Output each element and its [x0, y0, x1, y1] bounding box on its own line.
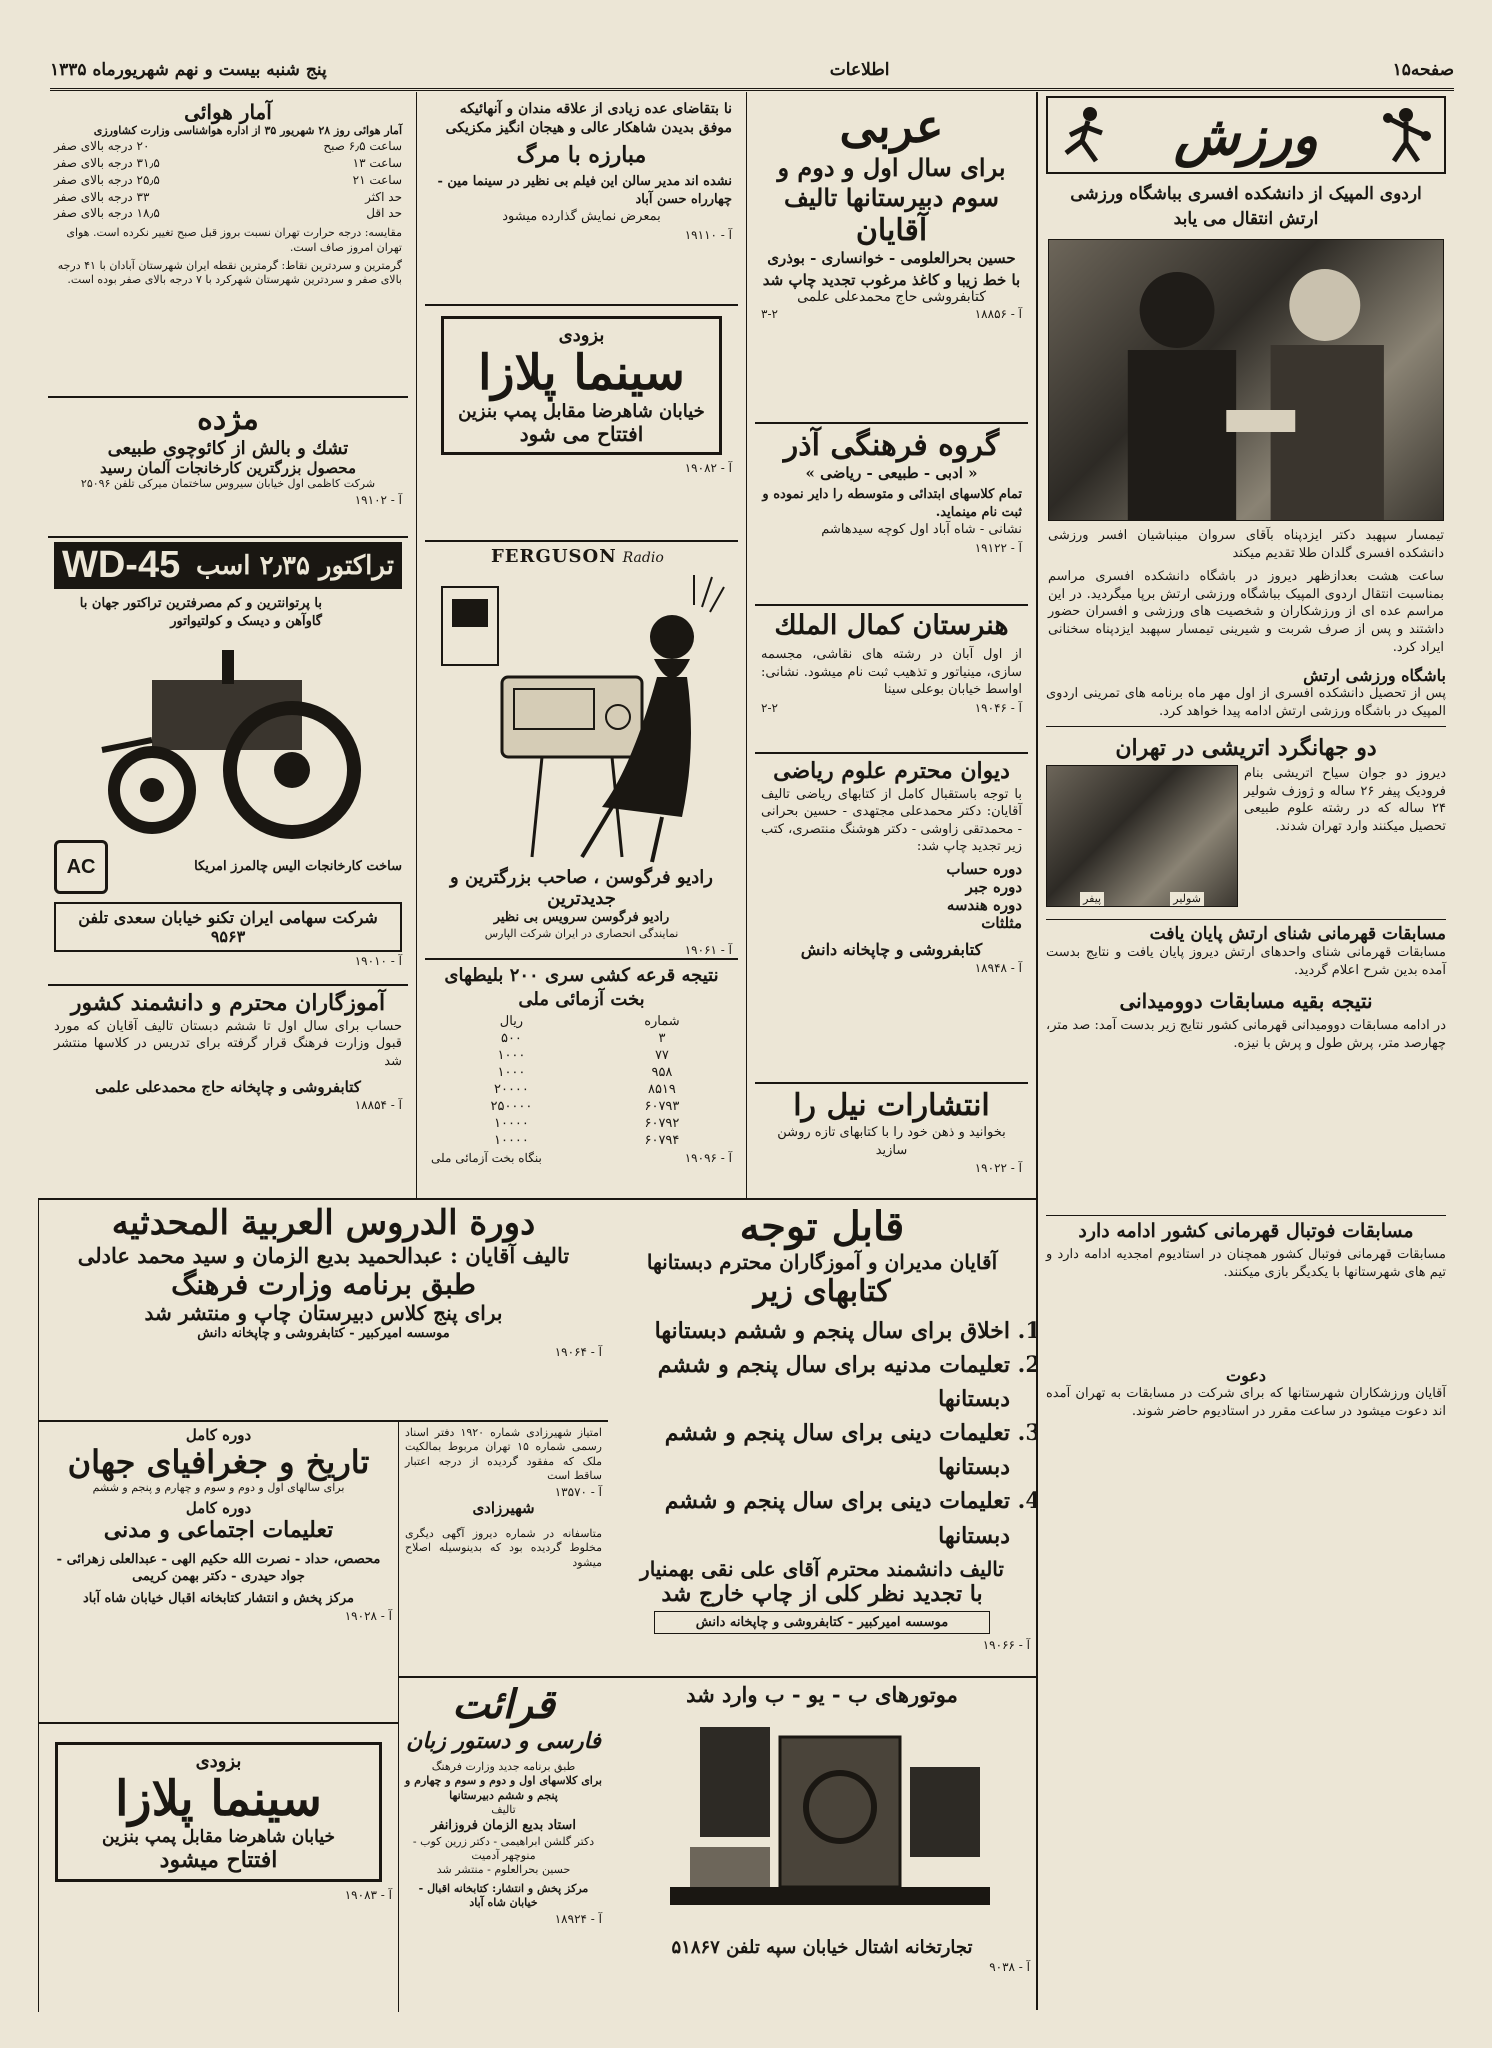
ferguson-slogan: رادیو فرگوسن ، صاحب بزرگترین و جدیدترین: [450, 867, 713, 909]
weather-intro: آمار هوائی روز ۲۸ شهریور ۳۵ از اداره هواشناسی وزارت کشاورزی: [93, 124, 402, 137]
ref-number: آ - ۱۸۹۲۴: [554, 1912, 602, 1927]
history-authors: محصص، حداد - نصرت الله حکیم الهی - عبدالعلی زهرائی - جواد حیدری - دکتر بهمن کریمی: [56, 1551, 381, 1585]
lottery-col-amount: ریال: [499, 1013, 524, 1029]
azar-ad: [755, 424, 1028, 606]
football-heading: مسابقات فوتبال قهرمانی کشور ادامه دارد: [1046, 1215, 1446, 1242]
lottery-title: نتیجه قرعه کشی سری ۲۰۰ بلیطهای بخت آزمائی ملی: [444, 965, 719, 1011]
football-text: مسابقات قهرمانی فوتبال کشور همچنان در استادیوم امجدیه ادامه دارد و تیم های شهرستانها با یکدیگر بازی میکنند.: [1046, 1247, 1446, 1280]
plaza-ad-1: [425, 306, 738, 542]
plaza-frame-2: [55, 1742, 382, 1882]
teachers-ad: [48, 986, 408, 1186]
arabic-authors: حسین بحرالعلومی - خوانساری - بوذری: [767, 248, 1016, 267]
invite-text: آقایان ورزشکاران شهرستانها که برای شرکت در مسابقات به تهران آمده اند دعوت میشود در ساعت مقرر در استادیوم حاضر شوند.: [1046, 1386, 1446, 1419]
arabic-title: عربی: [839, 99, 944, 153]
table-row: [431, 1115, 732, 1132]
nilra-text: بخوانید و ذهن خود را با کتابهای تازه روشن سازید: [777, 1125, 1006, 1158]
ref-number: آ - ۱۹۰۸۳: [344, 1888, 392, 1903]
mojdeh-line-3: شرکت کاظمی اول خیابان سیروس ساختمان میرکی تلفن ۲۵۰۹۶: [80, 477, 376, 490]
shahrzadi-name: شهیرزادی: [472, 1499, 535, 1518]
table-row: [431, 1132, 732, 1149]
weather-temp: ۳۱٫۵ درجه بالای صفر: [54, 156, 160, 171]
lottery-ref: [431, 1151, 732, 1165]
lottery-table: [431, 1013, 732, 1149]
ref-number: آ - ۱۹۰۲۸: [344, 1609, 392, 1624]
plaza-ad-2: [38, 1724, 398, 2012]
lottery-amount: ۱۰۰۰۰: [493, 1115, 529, 1131]
weather-time: حد اکثر: [365, 189, 402, 204]
ref-code: ۲-۲: [761, 701, 778, 716]
motors-dealer: تجارتخانه اشتال خیابان سپه تلفن ۵۱۸۶۷: [671, 1937, 973, 1958]
weather-time: ساعت ۲۱: [352, 172, 402, 187]
plaza2-soon: بزودی: [195, 1751, 242, 1772]
kamal-text: از اول آبان در رشته های نقاشی، مجسمه سازی، مینیاتور و تذهیب ثبت نام میشود. نشانی: اواسط خیابان بوعلی سینا: [761, 647, 1022, 698]
weather-list: [54, 138, 402, 222]
austria-heading: دو جهانگرد اتریشی در تهران: [1115, 735, 1377, 762]
history-label: دوره کامل: [185, 1426, 252, 1444]
qiraat-center: مرکز پخش و انتشار: کتابخانه اقبال - خیابان شاه آباد: [418, 1881, 589, 1909]
azar-sub: « ادبی - طبیعی - ریاضی »: [805, 464, 978, 482]
club-heading: باشگاه ورزشی ارتش: [1303, 666, 1446, 686]
weather-note: مقایسه: درجه حرارت تهران نسبت بروز قبل صبح تغییر نکرده است. هوای تهران امروز صاف است.: [66, 226, 402, 254]
lottery-header-row: [431, 1013, 732, 1030]
list-item: [54, 172, 402, 189]
boxer-icon: [1376, 105, 1436, 165]
weather-temp: ۲۵٫۵ درجه بالای صفر: [54, 172, 160, 187]
nilra-title: انتشارات نیل را: [793, 1088, 990, 1123]
arabic-lessons-classes: برای پنج کلاس دبیرستان چاپ و منتشر شد: [144, 1301, 503, 1326]
invite-heading: دعوت: [1226, 1366, 1266, 1386]
ref-number: آ - ۱۹۰۸۲: [684, 461, 732, 476]
mojdeh-ref: [54, 493, 402, 507]
tractor-header: [54, 542, 402, 589]
weather-time: حد اقل: [366, 206, 402, 221]
plaza2-ref: [45, 1888, 392, 1902]
ref-code: ۳-۲: [761, 306, 778, 321]
attention-author: تالیف دانشمند محترم آقای علی نقی بهمنیار: [640, 1556, 1004, 1581]
weather-temp: ۳۳ درجه بالای صفر: [54, 189, 150, 204]
mojdeh-line-1: تشك و بالش از کائوچوی طبیعی: [107, 438, 349, 459]
table-row: [431, 1098, 732, 1115]
attention-publisher: موسسه امیرکبیر - کتابفروشی و چاپخانه دانش: [654, 1611, 990, 1635]
lottery-number: ۸۵۱۹: [647, 1081, 676, 1097]
kamal-title: هنرستان کمال الملك: [774, 610, 1009, 641]
table-row: [431, 1081, 732, 1098]
ref-number: آ - ۱۹۰۲۲: [974, 1161, 1022, 1176]
list-item: 2. تعلیمات مدنیه برای سال پنجم و ششم دبستانها: [634, 1348, 1010, 1416]
arabic-lessons-authors: تالیف آقایان : عبدالحمید بدیع الزمان و سید محمد عادلی: [77, 1243, 570, 1269]
riyazi-item-2: دوره جبر: [965, 877, 1022, 896]
engine-illustration: [630, 1707, 1030, 1937]
lottery-amount: ۱۰۰۰۰: [493, 1132, 529, 1148]
qiraat-ref: [405, 1912, 602, 1926]
bottom-section: [38, 1198, 1036, 2010]
sports-title: ورزش: [1173, 103, 1319, 167]
shahrzadi-notice: [398, 1422, 608, 1678]
notice-text: نا بتقاضای عده زیادی از علاقه مندان و آنهائیکه موفق بدیدن شاهکار عالی و هیجان انگیز مکزیکی: [445, 101, 732, 136]
ref-number: آ - ۱۹۰۴۶: [974, 701, 1022, 716]
tractor-title: تراکتور ۲٫۳۵ اسب: [195, 550, 394, 581]
attention-ref: [614, 1638, 1030, 1652]
tractor-maker: ساخت کارخانجات الیس چالمرز امریکا: [194, 859, 402, 875]
photo-caption: تیمسار سپهبد دکتر ایزدپناه بآقای سروان مینباشیان افسر ورزشی دانشکده افسری گلدان طلا تقدیم میکند: [1048, 528, 1444, 561]
kamal-ref: [761, 701, 1022, 715]
sports-header: [1046, 96, 1446, 174]
woman-with-radio-illustration: [432, 567, 732, 867]
riyazi-text: با توجه باستقبال کامل از کتابهای ریاضی تالیف آقایان: دکتر محمدعلی مجتهدی - حسین بحرانی - محمدتقی زاوشی - دکتر هوشنگ منتصری، کتب زیر تجدید چاپ شد:: [761, 786, 1022, 855]
history-title-2: تعلیمات اجتماعی و مدنی: [103, 1517, 334, 1544]
arabic-authors-label: آقایان: [855, 212, 928, 248]
ref-number: آ - ۱۹۰۶۴: [554, 1344, 602, 1359]
arabic-seller: کتابفروشی حاج محمدعلی علمی: [797, 288, 986, 305]
attention-book-list: [634, 1314, 1010, 1553]
sports-photo: [1048, 239, 1444, 521]
ref-number: آ - ۱۸۸۵۴: [354, 1098, 402, 1113]
weather-temp: ۱۸٫۵ درجه بالای صفر: [54, 206, 160, 221]
list-item: [54, 155, 402, 172]
film-title: مبارزه با مرگ: [516, 141, 647, 168]
issue-date: پنج شنبه بیست و نهم شهریورماه ۱۳۳۵: [50, 60, 327, 80]
ref-number: آ - ۱۸۹۴۸: [974, 960, 1022, 975]
attention-ad: [608, 1200, 1036, 1678]
sports-column: [1036, 92, 1454, 2010]
history-sub: برای سالهای اول و دوم و سوم و چهارم و پنجم و ششم: [92, 1480, 345, 1494]
azar-address: نشانی - شاه آباد اول کوچه سیدهاشم: [821, 522, 1022, 538]
ferguson-ref: [431, 943, 732, 957]
ref-number: آ - ۹۰۳۸: [989, 1960, 1030, 1974]
lottery-footer: بنگاه بخت آزمائی ملی: [431, 1150, 542, 1165]
shahrzadi-sorry: متاسفانه در شماره دیروز آگهی دیگری مخلوط گردیده بود که بدینوسیله اصلاح میشود: [405, 1527, 602, 1569]
motors-title: موتورهای ب - یو - ب وارد شد: [686, 1682, 958, 1707]
history-ref: [45, 1609, 392, 1623]
tractor-text: با پرتوانترین و کم مصرفترین تراکتور جهان با گاوآهن و دیسک و کولتیواتور: [79, 596, 322, 629]
lottery-amount: ۲۰۰۰۰: [493, 1081, 529, 1097]
two-men-handshake-icon: [1049, 240, 1443, 520]
table-row: [431, 1047, 732, 1064]
ferguson-brand-bar: [431, 546, 732, 567]
lottery-amount: ۱۰۰۰: [497, 1047, 526, 1063]
lottery-amount: ۲۵۰۰۰۰: [490, 1098, 533, 1114]
attention-title: قابل توجه: [739, 1203, 905, 1250]
weather-title: آمار هوائی: [184, 100, 272, 124]
weather-box: [48, 96, 408, 398]
history-title: تاریخ و جغرافیای جهان: [67, 1443, 370, 1481]
history-center: مرکز پخش و انتشار کتابخانه اقبال خیابان شاه آباد: [82, 1590, 355, 1606]
list-item: [54, 189, 402, 206]
riyazi-item-4: مثلثات: [981, 913, 1022, 932]
mojdeh-title: مژده: [197, 402, 259, 437]
austria-text: دیروز دو جوان سیاح اتریشی بنام فرودیک پیفر ۲۶ ساله و ژوزف شولیر ۲۴ ساله که در رشته علوم طبیعی تحصیل میکنند وارد تهران شدند.: [1244, 766, 1446, 834]
nilra-ad: [755, 1084, 1028, 1184]
weather-note-2: گرمترین و سردترین نقاط: گرمترین نقطه ایران شهرستان آبادان با ۴۱ درجه بالای صفر و سردترین شهرستان شهرکرد با ۷ درجه بالای صفر بوده است.: [57, 258, 402, 287]
list-item: 4. تعلیمات دینی برای سال پنجم و ششم دبستانها: [634, 1484, 1010, 1552]
arabic-book-ad: [755, 96, 1028, 424]
plaza-ref: [431, 461, 732, 475]
left-column: [40, 92, 416, 1198]
lottery-number: ۷۷: [654, 1047, 669, 1063]
plaza-street: خیابان شاهرضا مقابل پمپ بنزین: [458, 401, 705, 423]
attention-sub: آقایان مدیران و آموزگاران محترم دبستانها: [646, 1250, 998, 1274]
lottery-number: ۶۰۷۹۲: [644, 1115, 680, 1131]
lottery-col-number: شماره: [644, 1013, 680, 1029]
qiraat-ad: [398, 1678, 608, 2012]
club-text: پس از تحصیل دانشکده افسری از اول مهر ماه برنامه های تمرینی اردوی المپیک در باشگاه ورزشی ارتش ادامه پیدا خواهد کرد.: [1046, 685, 1446, 727]
lottery-amount: ۱۰۰۰: [497, 1064, 526, 1080]
plaza-name: سینما پلازا: [478, 345, 685, 401]
teachers-ref: [54, 1098, 402, 1112]
ref-number: آ - ۱۹۱۲۲: [974, 540, 1022, 555]
champ-heading: مسابقات قهرمانی شنای ارتش پایان یافت: [1046, 919, 1446, 944]
arabic-ref: [761, 307, 1022, 321]
nilra-ref: [761, 1161, 1022, 1175]
sports-headline: اردوی المپیک از دانشکده افسری بباشگاه ورزشی ارتش انتقال می یابد: [1070, 184, 1422, 229]
lottery-number: ۶۰۷۹۳: [644, 1098, 680, 1114]
tractor-ad: [48, 538, 408, 986]
lottery-amount: ۵۰۰: [500, 1030, 522, 1046]
notice-tail: بمعرض نمایش گذارده میشود: [502, 209, 661, 225]
riyazi-ref: [761, 961, 1022, 975]
notice-cinema: نشده اند مدیر سالن این فیلم بی نظیر در سینما مین - چهارراه حسن آباد: [437, 174, 732, 207]
champ-text: مسابقات قهرمانی شنای واحدهای ارتش دیروز پایان یافت و نتایج بدست آمده بدین شرح اعلام گردید.: [1046, 945, 1446, 978]
table-row: [431, 1064, 732, 1081]
teachers-seller: کتابفروشی و چاپخانه حاج محمدعلی علمی: [95, 1078, 361, 1097]
arabic-lessons-program: طبق برنامه وزارت فرهنگ: [171, 1268, 476, 1302]
history-ad: [38, 1422, 398, 1724]
riyazi-item-1: دوره حساب: [946, 859, 1022, 878]
ac-badge: AC: [66, 855, 96, 878]
education-column: [746, 92, 1036, 1198]
ferguson-slogan-2: رادیو فرگوسن سرویس بی نظیر: [493, 910, 670, 925]
list-item: 1. اخلاق برای سال پنجم و ششم دبستانها: [634, 1314, 1010, 1348]
shahrzadi-text: امتیاز شهیرزادی شماره ۱۹۲۰ دفتر اسناد رسمی شماره ۱۵ تهران مربوط بمالکیت ملک که مفقود گردیده از درجه اعتبار ساقط است: [405, 1426, 602, 1482]
ref-number: آ - ۱۹۰۶۶: [982, 1638, 1030, 1653]
lottery-number: ۳: [658, 1030, 666, 1046]
ferguson-ad: [425, 542, 738, 960]
ref-number: آ - ۱۹۱۰۲: [354, 493, 402, 508]
qiraat-authors-2: دکتر گلشن ابراهیمی - دکتر زرین کوب - منوچهر آدمیت: [412, 1834, 595, 1863]
ac-logo-icon: [54, 840, 108, 894]
ref-number: آ - ۱۹۱۱۰: [684, 227, 732, 242]
ref-number: آ - ۱۳۵۷۰: [554, 1485, 602, 1500]
motors-ref: [614, 1960, 1030, 1974]
shahrzadi-ref: [405, 1485, 602, 1499]
motors-ad: [608, 1678, 1036, 2012]
plaza2-name: سینما پلازا: [115, 1771, 322, 1827]
arabic-subtitle: برای سال اول و دوم و سوم دبیرستانها تالیف: [777, 152, 1006, 212]
ferguson-agent: نمایندگی انحصاری در ایران شرکت الپارس: [484, 926, 679, 940]
table-row: [431, 1030, 732, 1047]
austria-photo: [1046, 765, 1238, 907]
list-item: 3. تعلیمات دینی برای سال پنجم و ششم دبستانها: [634, 1416, 1010, 1484]
result-text: در ادامه مسابقات دوومیدانی قهرمانی کشور نتایج زیر بدست آمد: صد متر، چهارصد متر، پرش طول و پرش با نیزه.: [1046, 1018, 1446, 1051]
masthead: [50, 52, 1454, 91]
lottery-number: ۹۵۸: [651, 1064, 673, 1080]
tractor-illustration: [48, 630, 402, 840]
qiraat-program: طبق برنامه جدید وزارت فرهنگ: [431, 1760, 576, 1773]
ferguson-brand-sub: Radio: [622, 550, 664, 566]
plaza2-opening: افتتاح میشود: [159, 1847, 278, 1874]
paper-name: اطلاعات: [829, 60, 890, 80]
qiraat-title: قرائت: [452, 1681, 555, 1728]
azar-title: گروه فرهنگی آذر: [783, 428, 1000, 463]
weather-time: ساعت ۱۳: [352, 156, 402, 171]
page-number: صفحه۱۵: [1392, 60, 1454, 80]
tractor-ref: [54, 954, 402, 968]
austria-block: [1046, 765, 1446, 907]
arabic-lessons-publisher: موسسه امیرکبیر - کتابفروشی و چاپخانه دانش: [197, 1326, 450, 1342]
kamal-ad: [755, 606, 1028, 754]
lottery-results: [425, 960, 738, 1182]
attention-reprint: با تجدید نظر کلی از چاپ خارج شد: [661, 1580, 983, 1607]
teachers-text: حساب برای سال اول تا ششم دبستان تالیف آقایان که مورد قبول وزارت فرهنگ قرار گرفته برای تدریس در کلاسها منتشر شد: [54, 1018, 402, 1069]
sports-story: ساعت هشت بعدازظهر دیروز در باشگاه دانشکده افسری مراسم بمناسبت انتقال اردوی المپیک بباشگاه ورزشی ارتش برپا میگردید. در این مراسم عده ای از ورزشکاران و شخصیت های ورزشی و افسران حضور داشتند و پس از صرف شربت و شیرینی تیمسار سپهبد ایزدپناه سخنانی ایراد کرد.: [1048, 569, 1444, 655]
riyazi-item-3: دوره هندسه: [946, 895, 1022, 914]
plaza-opening: افتتاح می شود: [519, 422, 644, 447]
ref-number: آ - ۱۸۸۵۶: [974, 306, 1022, 321]
result-heading: نتیجه بقیه مسابقات دوومیدانی: [1119, 989, 1373, 1014]
austria-name-2: پیفر: [1080, 892, 1104, 906]
arabic-lessons-title: دورة الدروس العربیة المحدثیه: [111, 1203, 536, 1243]
tractor-maker-row: [54, 840, 402, 894]
film-notice: [425, 96, 738, 306]
teachers-title: آموزگاران محترم و دانشمند کشور: [70, 990, 386, 1016]
history-label-2: دوره کامل: [185, 1499, 252, 1518]
qiraat-sub: فارسی و دستور زبان: [406, 1728, 601, 1754]
qiraat-authors-3: حسین بحرالعلوم - منتشر شد: [436, 1863, 571, 1877]
riyazi-seller: کتابفروشی و چاپخانه دانش: [800, 939, 983, 959]
arabic-lessons-ad: [38, 1200, 608, 1422]
tractor-model: WD-45: [62, 544, 181, 586]
weather-time: ساعت ۶٫۵ صبح: [323, 139, 402, 154]
attention-books-label: کتابهای زیر: [753, 1274, 891, 1309]
azar-text: تمام کلاسهای ابتدائی و متوسطه را دایر نموده و ثبت نام مینماید.: [762, 487, 1022, 520]
tractor-dealer: شرکت سهامی ایران تکنو خیابان سعدی تلفن ۹۵۶۳: [54, 902, 402, 952]
plaza-frame: [441, 316, 722, 455]
azar-ref: [761, 541, 1022, 555]
qiraat-authors-label: تالیف: [491, 1802, 516, 1816]
plaza-soon: بزودی: [558, 325, 605, 346]
notice-ref: [431, 228, 732, 242]
qiraat-authors: استاد بدیع الزمان فروزانفر: [431, 1818, 576, 1834]
cinema-column: [416, 92, 746, 1198]
ref-number: آ - ۱۹۰۹۶: [684, 1150, 732, 1165]
ferguson-brand: FERGUSON: [491, 546, 617, 567]
ref-number: آ - ۱۹۰۱۰: [354, 954, 402, 969]
plaza2-street: خیابان شاهرضا مقابل پمپ بنزین: [102, 1827, 335, 1848]
arabic-print: با خط زیبا و کاغذ مرغوب تجدید چاپ شد: [762, 270, 1021, 289]
runner-icon: [1056, 105, 1116, 165]
list-item: [54, 138, 402, 155]
lottery-number: ۶۰۷۹۴: [644, 1132, 680, 1148]
qiraat-classes: برای کلاسهای اول و دوم و سوم و چهارم و پنجم و ششم دبیرستانها: [405, 1774, 602, 1802]
arabic-lessons-ref: [45, 1345, 602, 1359]
riyazi-title: دیوان محترم علوم ریاضی: [773, 758, 1010, 784]
ref-number: آ - ۱۹۰۶۱: [684, 942, 732, 957]
mojdeh-ad: [48, 398, 408, 538]
mojdeh-line-2: محصول بزرگترین کارخانجات آلمان رسید: [99, 459, 357, 477]
austria-name-1: شولیر: [1170, 892, 1204, 906]
list-item: [54, 205, 402, 222]
riyazi-ad: [755, 754, 1028, 1084]
weather-temp: ۲۰ درجه بالای صفر: [54, 139, 150, 154]
